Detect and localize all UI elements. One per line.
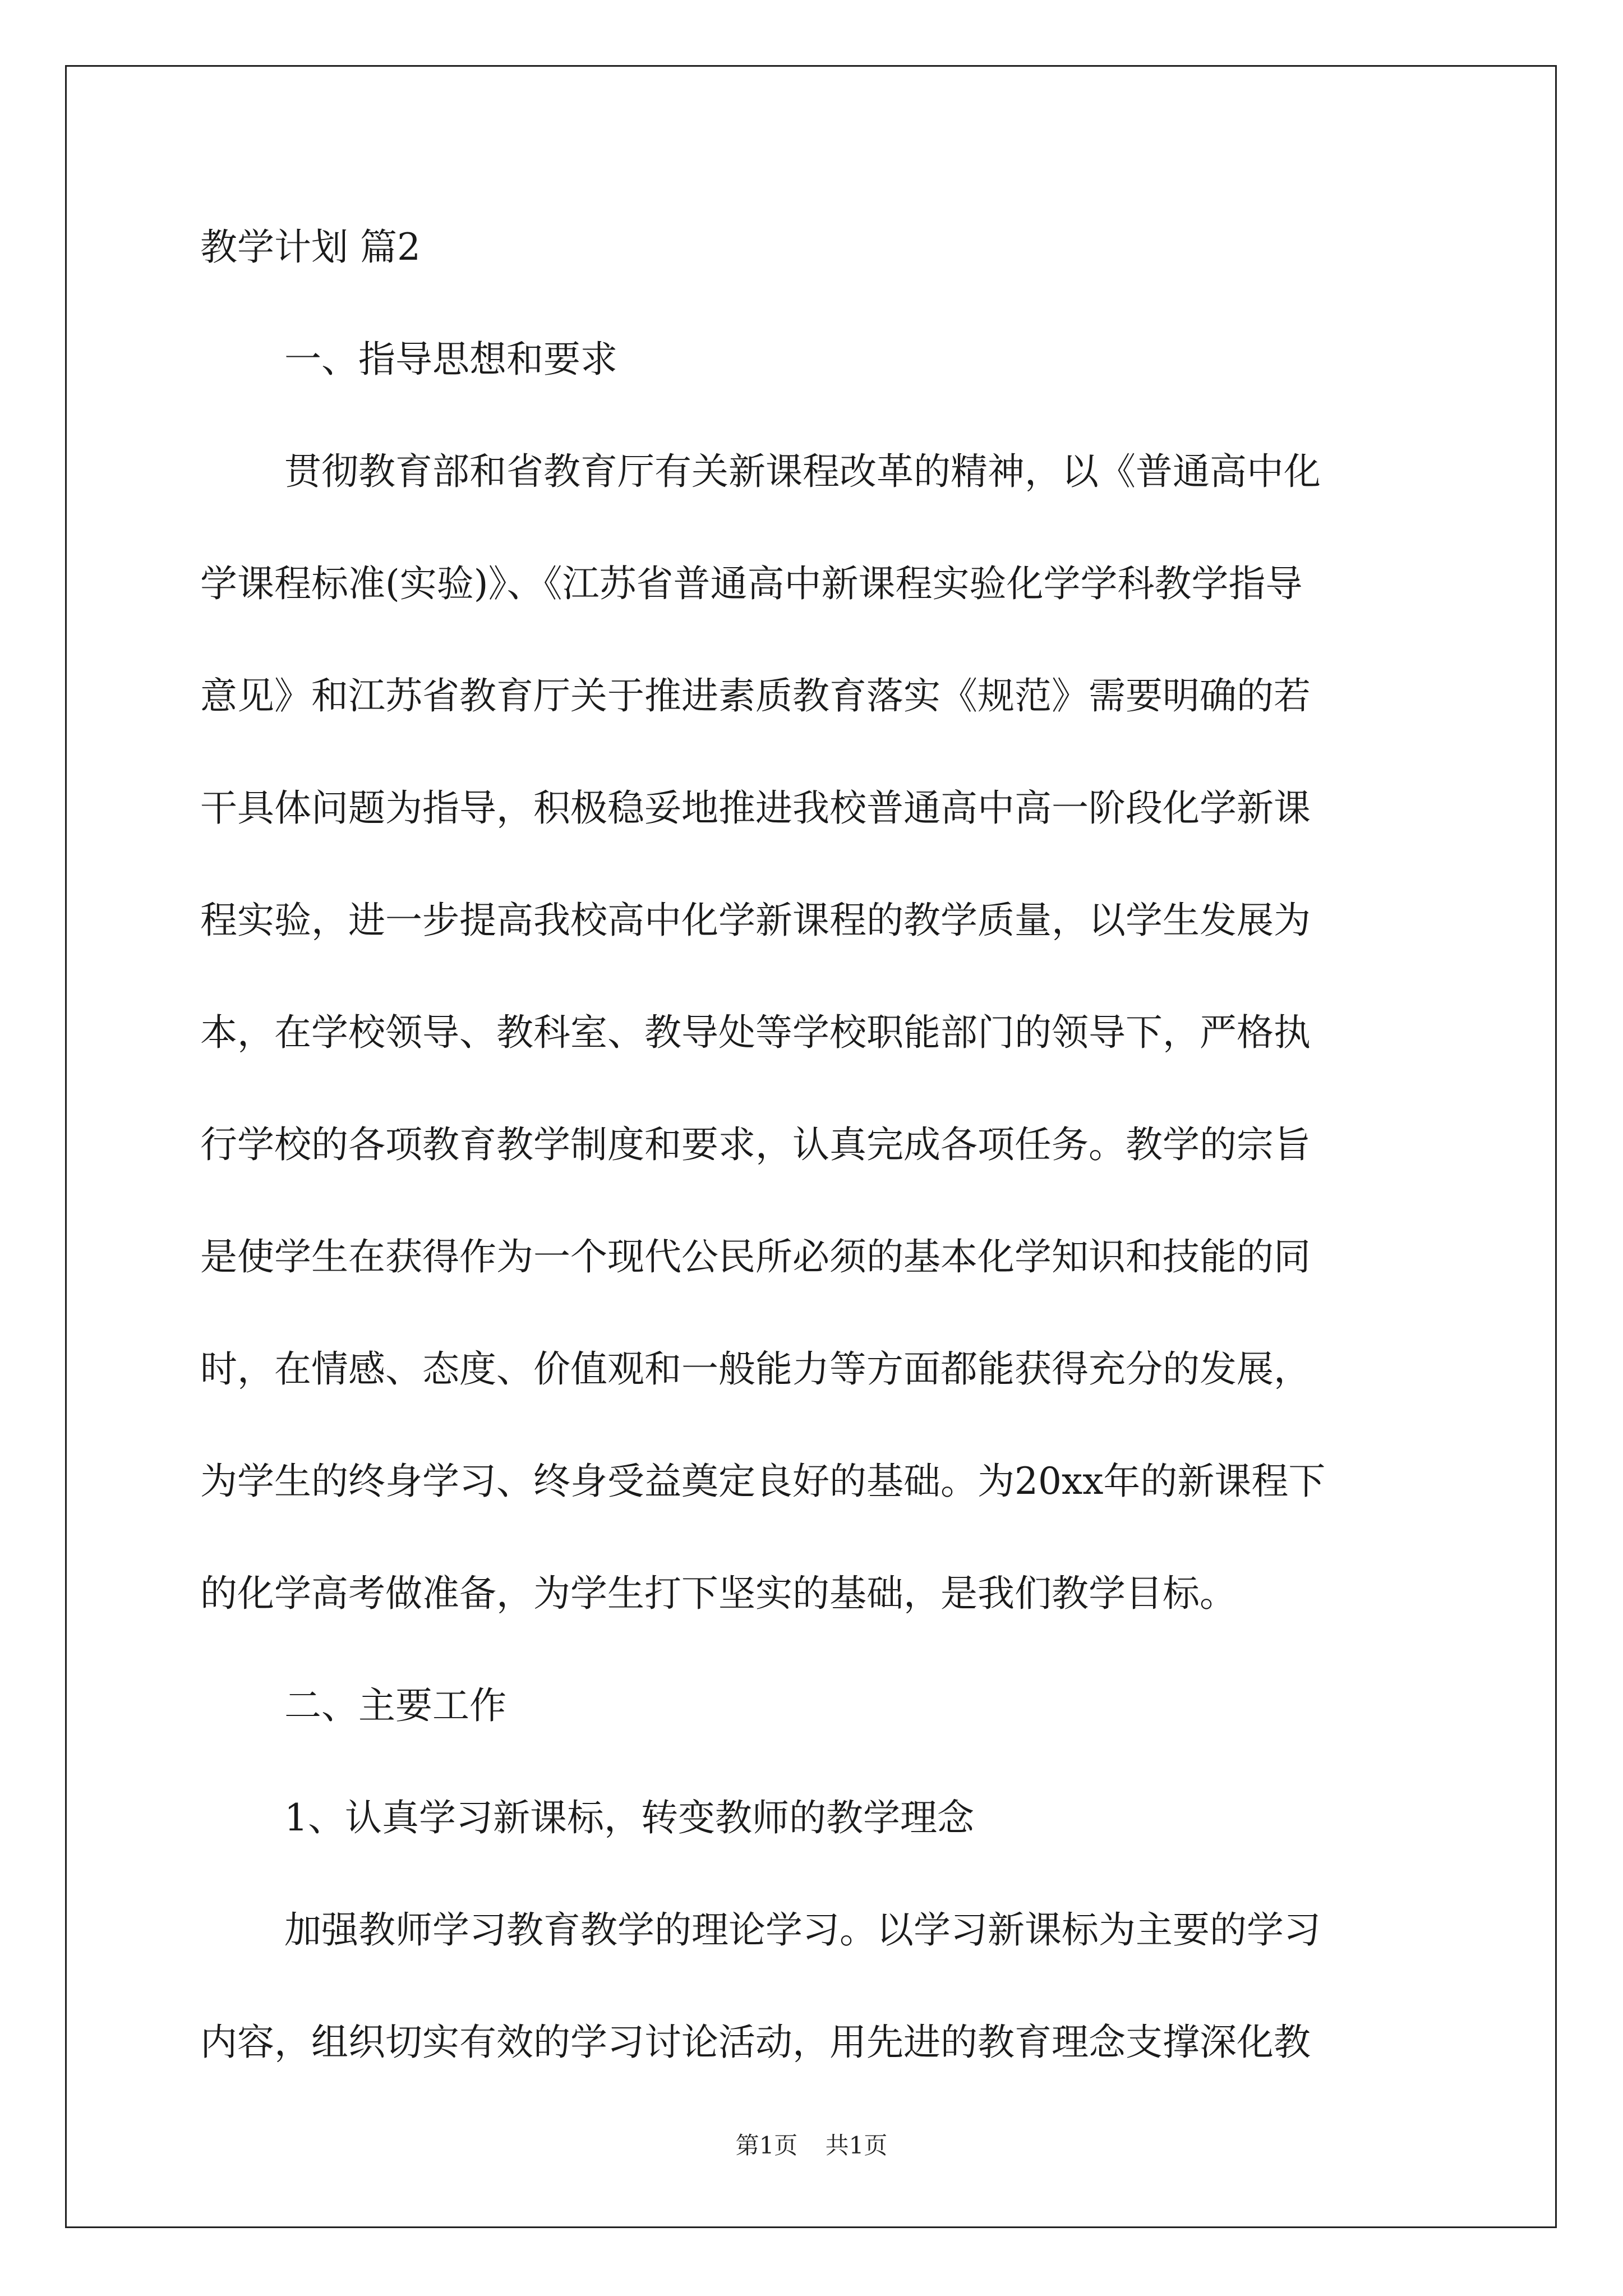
paragraph-line: 贯彻教育部和省教育厅有关新课程改革的精神，以《普通高中化 [284,450,1321,493]
paragraph-line: 行学校的各项教育教学制度和要求，认真完成各项任务。教学的宗旨 [200,1123,1311,1166]
page-footer [0,2132,1623,2160]
paragraph-line: 意见》和江苏省教育厅关于推进素质教育落实《规范》需要明确的若 [200,674,1311,717]
subsection-heading-1: 1、认真学习新课标，转变教师的教学理念 [284,1796,974,1839]
paragraph-guiding-ideas [200,446,1434,1619]
section-heading-1: 一、指导思想和要求 [284,338,617,381]
page-number: 第1页 [735,2132,798,2159]
paragraph-line: 加强教师学习教育教学的理论学习。以学习新课标为主要的学习 [284,1908,1321,1952]
paragraph-line: 时，在情感、态度、价值观和一般能力等方面都能获得充分的发展， [200,1347,1311,1391]
paragraph-line: 程实验，进一步提高我校高中化学新课程的教学质量，以学生发展为 [200,899,1311,942]
paragraph-line: 学课程标准(实验)》、《江苏省普通高中新课程实验化学学科教学指导 [200,562,1303,605]
paragraph-line: 是使学生在获得作为一个现代公民所必须的基本化学知识和技能的同 [200,1235,1311,1278]
paragraph-study-standards [200,1904,1434,2068]
paragraph-line: 内容，组织切实有效的学习讨论活动，用先进的教育理念支撑深化教 [200,2021,1311,2064]
paragraph-line: 干具体问题为指导，积极稳妥地推进我校普通高中高一阶段化学新课 [200,786,1311,830]
section-heading-2: 二、主要工作 [284,1684,506,1727]
page-total: 共1页 [825,2132,888,2159]
paragraph-line: 的化学高考做准备，为学生打下坚实的基础，是我们教学目标。 [200,1572,1237,1615]
paragraph-line: 本，在学校领导、教科室、教导处等学校职能部门的领导下，严格执 [200,1011,1311,1054]
document-body [200,222,1434,2129]
document-title: 教学计划 篇2 [200,226,421,269]
paragraph-line: 为学生的终身学习、终身受益奠定良好的基础。为20xx年的新课程下 [200,1460,1326,1503]
